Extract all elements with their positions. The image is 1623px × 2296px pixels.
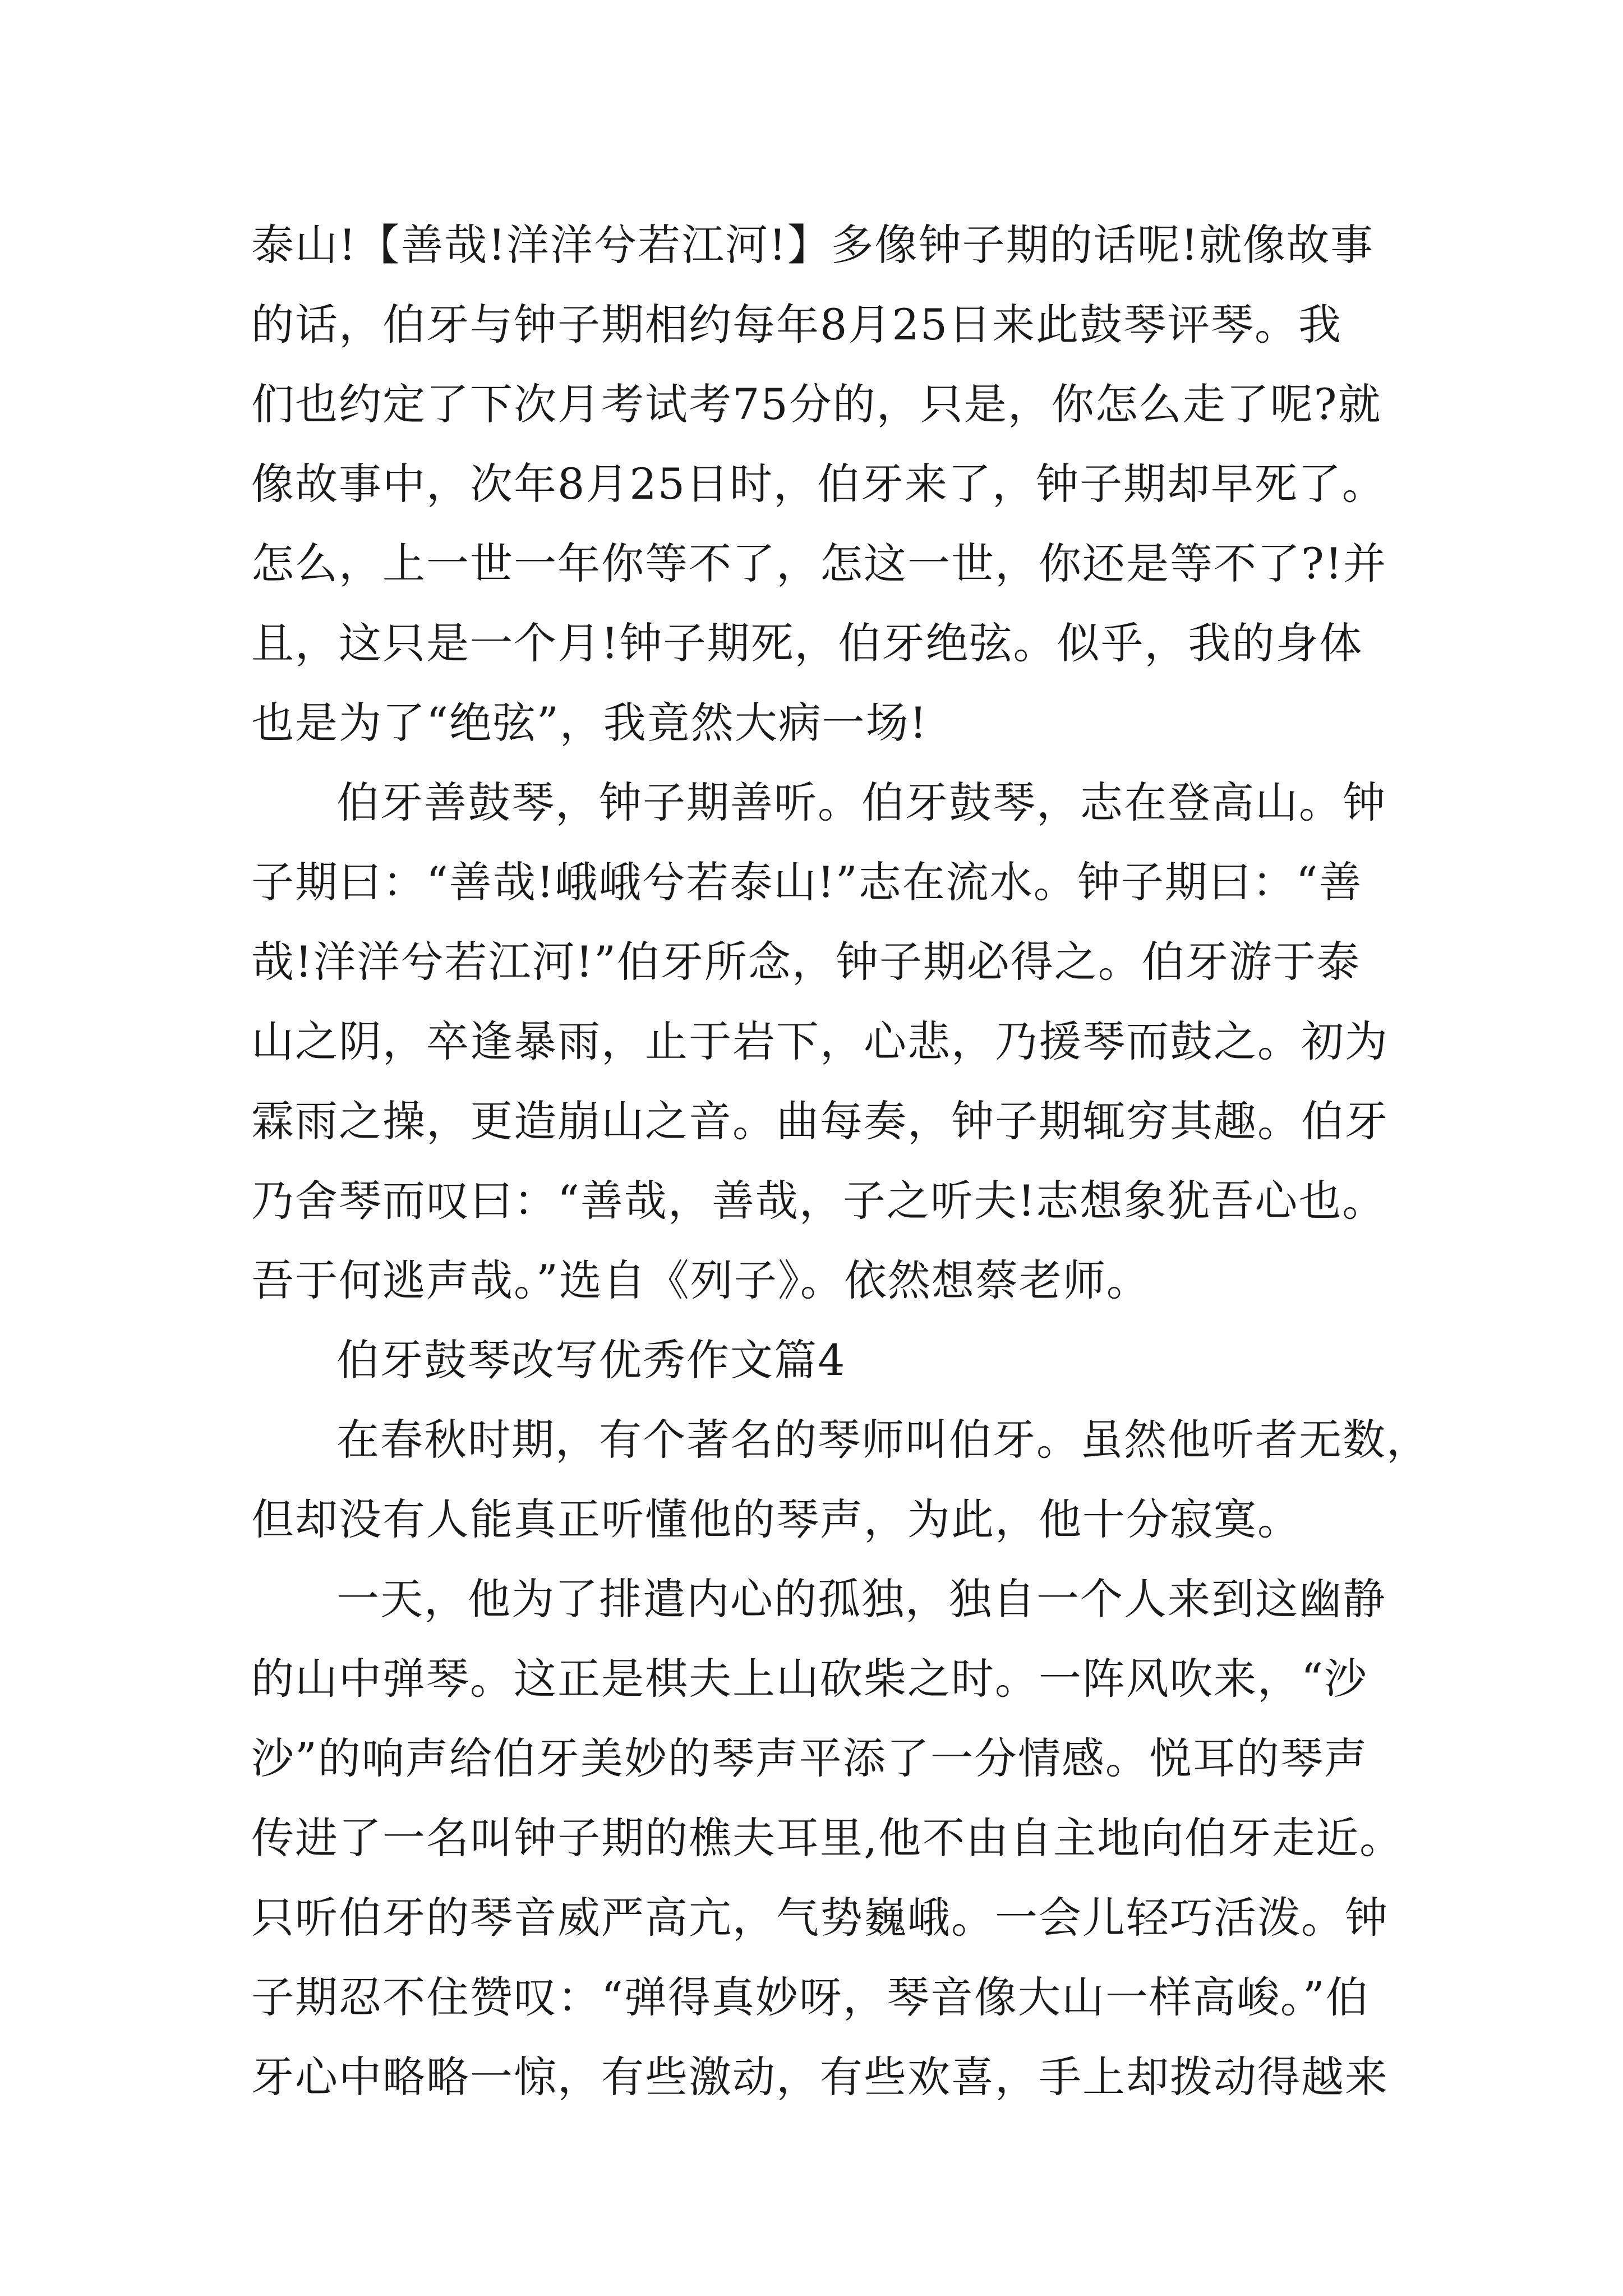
text-line: 也是为了“绝弦”，我竟然大病一场!: [251, 698, 928, 748]
text-line: 一天，他为了排遣内心的孤独，独自一个人来到这幽静: [336, 1574, 1386, 1624]
text-line: 传进了一名叫钟子期的樵夫耳里,他不由自主地向伯牙走近。: [251, 1813, 1404, 1863]
text-line: 怎么，上一世一年你等不了，怎这一世，你还是等不了?!并: [251, 539, 1387, 588]
text-line: 只听伯牙的琴音威严高亢，气势巍峨。一会儿轻巧活泼。钟: [251, 1893, 1389, 1943]
text-line: 的话，伯牙与钟子期相约每年8月25日来此鼓琴评琴。我: [251, 300, 1343, 349]
text-line: 但却没有人能真正听懂他的琴声，为此，他十分寂寞。: [251, 1494, 1301, 1544]
text-line: 牙心中略略一惊，有些激动，有些欢喜，手上却拨动得越来: [251, 2052, 1389, 2102]
text-line: 子期曰：“善哉!峨峨兮若泰山!”志在流水。钟子期曰：“善: [251, 857, 1363, 907]
text-line: 的山中弹琴。这正是棋夫上山砍柴之时。一阵风吹来，“沙: [251, 1654, 1368, 1704]
text-line: 乃舍琴而叹曰：“善哉，善哉，子之听夫!志想象犹吾心也。: [251, 1176, 1386, 1226]
text-line: 哉!洋洋兮若江河!”伯牙所念，钟子期必得之。伯牙游于泰: [251, 937, 1361, 987]
text-line: 在春秋时期，有个著名的琴师叫伯牙。虽然他听者无数，: [336, 1415, 1430, 1465]
text-line: 们也约定了下次月考试考75分的，只是，你怎么走了呢?就: [251, 379, 1382, 429]
text-line: 伯牙鼓琴改写优秀作文篇4: [336, 1335, 846, 1385]
text-line: 泰山!【善哉!洋洋兮若江河!】多像钟子期的话呢!就像故事: [251, 220, 1375, 270]
text-line: 山之阴，卒逢暴雨，止于岩下，心悲，乃援琴而鼓之。初为: [251, 1016, 1389, 1066]
text-line: 沙”的响声给伯牙美妙的琴声平添了一分情感。悦耳的琴声: [251, 1733, 1368, 1783]
document-text-body: [251, 205, 1430, 2117]
text-line: 吾于何逃声哉。”选自《列子》。依然想蔡老师。: [251, 1255, 1150, 1305]
text-line: 霖雨之操，更造崩山之音。曲每奏，钟子期辄穷其趣。伯牙: [251, 1096, 1389, 1146]
text-line: 且，这只是一个月!钟子期死，伯牙绝弦。似乎，我的身体: [251, 618, 1363, 668]
text-line: 像故事中，次年8月25日时，伯牙来了，钟子期却早死了。: [251, 459, 1386, 509]
text-line: 子期忍不住赞叹：“弹得真妙呀，琴音像大山一样高峻。”伯: [251, 1972, 1370, 2022]
text-line: 伯牙善鼓琴，钟子期善听。伯牙鼓琴，志在登高山。钟: [336, 777, 1386, 827]
